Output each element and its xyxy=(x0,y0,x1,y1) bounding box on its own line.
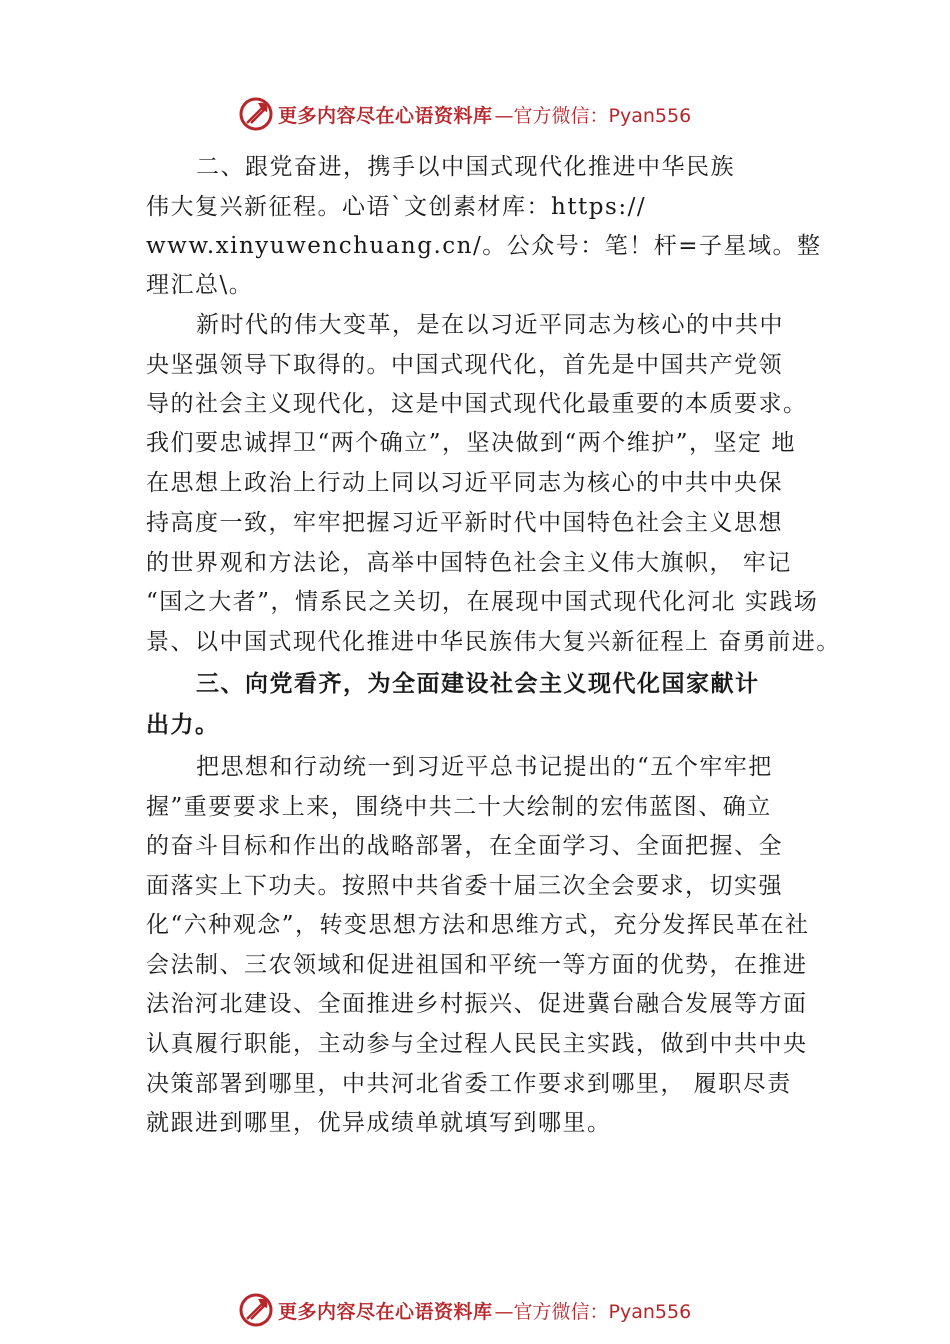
body-line: 持高度一致，牢牢把握习近平新时代中国特色社会主义思想 xyxy=(146,510,783,536)
body-line: 法治河北建设、全面推进乡村振兴、促进冀台融合发展等方面 xyxy=(146,991,808,1017)
paragraph-start-line: 新时代的伟大变革，是在以习近平同志为核心的中共中 xyxy=(196,312,784,338)
banner-wechat-text: —官方微信：Pyan556 xyxy=(494,104,692,127)
body-line: 导的社会主义现代化，这是中国式现代化最重要的本质要求。 xyxy=(146,391,808,417)
body-line: 面落实上下功夫。按照中共省委十届三次全会要求，切实强 xyxy=(146,873,783,899)
body-line: 景、以中国式现代化推进中华民族伟大复兴新征程上 奋勇前进。 xyxy=(146,629,841,655)
body-line: 的奋斗目标和作出的战略部署，在全面学习、全面把握、全 xyxy=(146,833,783,859)
banner-lead-text: 更多内容尽在心语资料库 xyxy=(278,1300,493,1323)
body-line: 央坚强领导下取得的。中国式现代化，首先是中国共产党领 xyxy=(146,352,783,378)
banner-lead-text: 更多内容尽在心语资料库 xyxy=(278,104,493,127)
body-line: www.xinyuwenchuang.cn/。公众号：笔！杆=子星域。整 xyxy=(146,233,822,259)
body-line: 握”重要要求上来，围绕中共二十大绘制的宏伟蓝图、确立 xyxy=(146,794,772,820)
body-line: 化“六种观念”，转变思想方法和思维方式，充分发挥民革在社 xyxy=(146,912,810,938)
body-line: 会法制、三农领域和促进祖国和平统一等方面的优势，在推进 xyxy=(146,952,808,978)
quill-pen-icon xyxy=(238,96,274,132)
body-line: 决策部署到哪里，中共河北省委工作要求到哪里， 履职尽责 xyxy=(146,1071,792,1097)
section-heading-2-line-1: 二、跟党奋进，携手以中国式现代化推进中华民族 xyxy=(196,154,735,180)
banner-wechat-text: —官方微信：Pyan556 xyxy=(494,1300,692,1323)
body-line: 的世界观和方法论，高举中国特色社会主义伟大旗帜， 牢记 xyxy=(146,550,792,576)
body-line: 我们要忠诚捍卫“两个确立”，坚决做到“两个维护”，坚定 地 xyxy=(146,430,796,456)
paragraph-start-line: 把思想和行动统一到习近平总书记提出的“五个牢牢把 xyxy=(196,754,773,780)
body-line: 伟大复兴新征程。心语`文创素材库：https:// xyxy=(146,194,647,220)
section-heading-3-line-2: 出力。 xyxy=(146,712,220,738)
body-line: 在思想上政治上行动上同以习近平同志为核心的中共中央保 xyxy=(146,470,783,496)
section-heading-3-line-1: 三、向党看齐，为全面建设社会主义现代化国家献计 xyxy=(196,671,760,697)
body-line: “国之大者”，情系民之关切，在展现中国式现代化河北 实践场 xyxy=(146,589,819,615)
body-line: 理汇总\。 xyxy=(146,272,254,298)
body-line: 认真履行职能，主动参与全过程人民民主实践，做到中共中央 xyxy=(146,1031,808,1057)
body-line: 就跟进到哪里，优异成绩单就填写到哪里。 xyxy=(146,1110,612,1136)
quill-pen-icon xyxy=(238,1292,274,1328)
footer-banner xyxy=(238,1290,691,1330)
header-banner xyxy=(238,94,691,134)
